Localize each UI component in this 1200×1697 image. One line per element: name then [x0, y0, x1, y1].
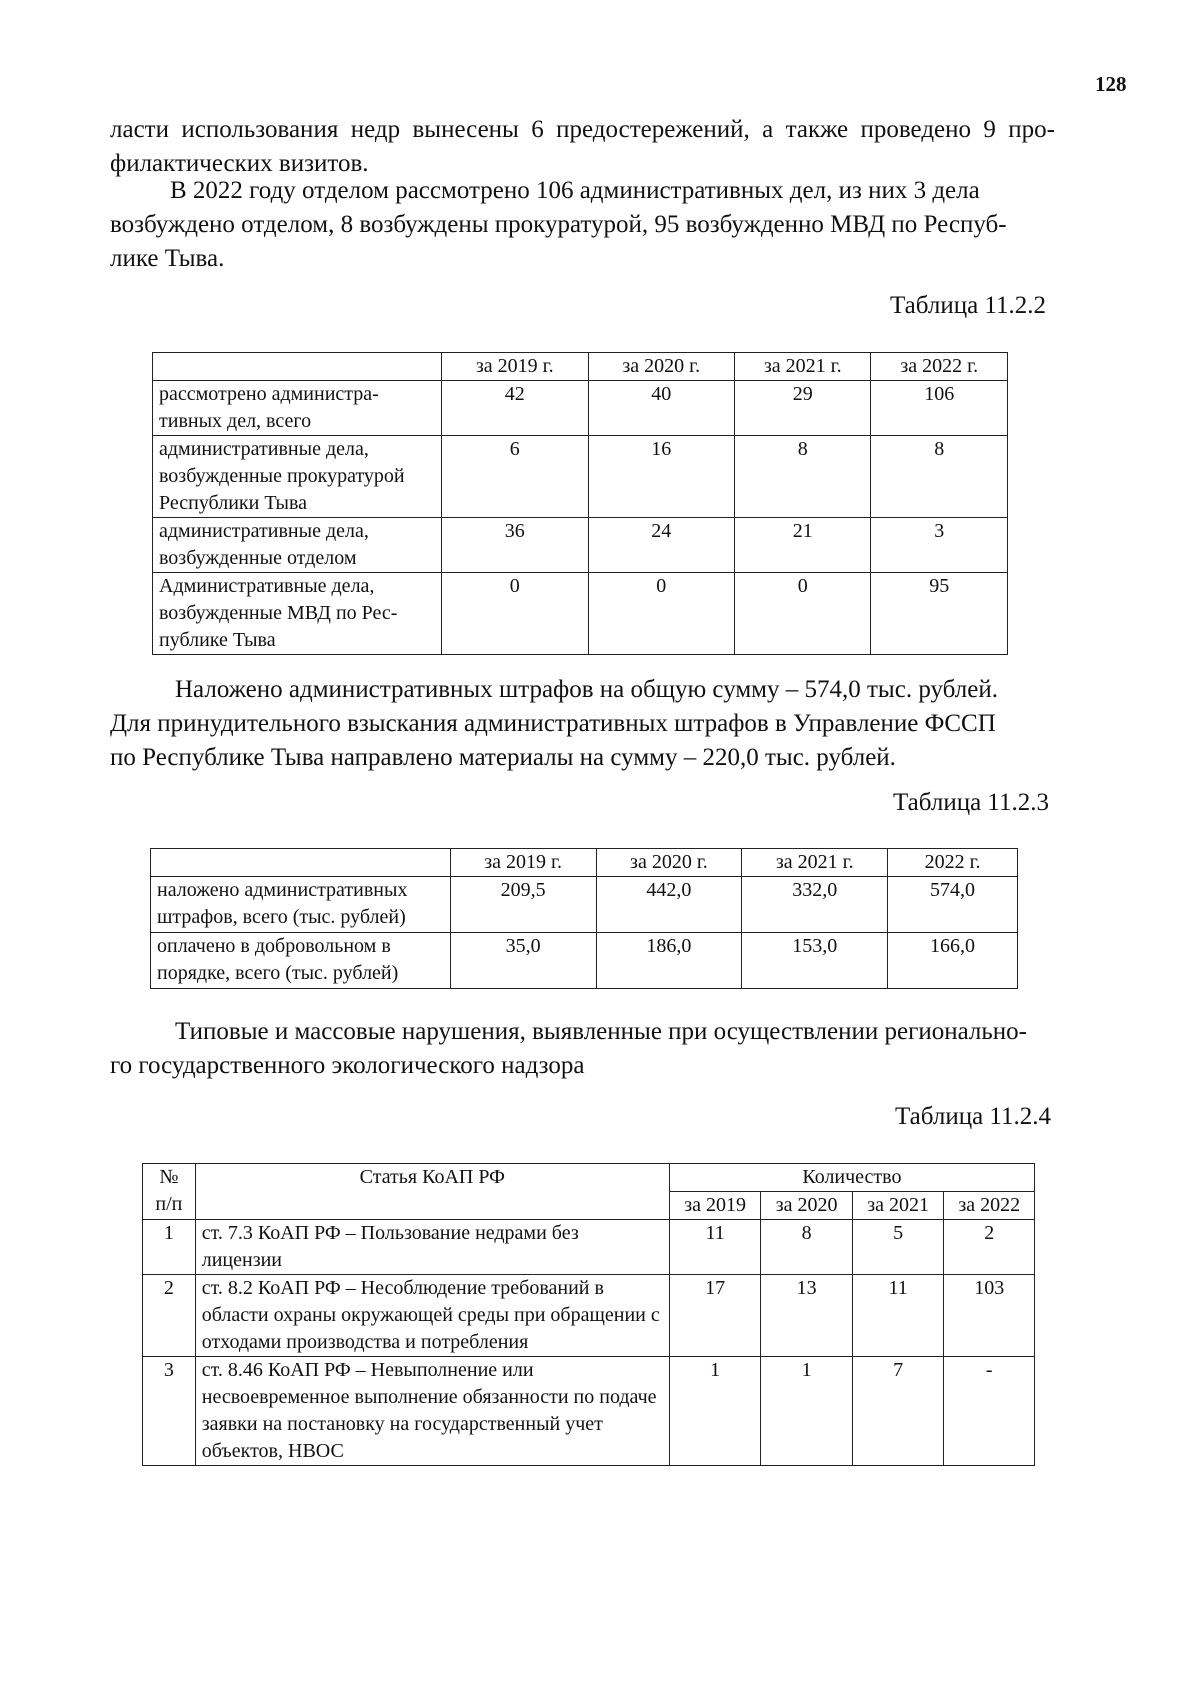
row-article: ст. 8.46 КоАП РФ – Невыполнение или несвоевременное выполнение обязанности по подаче заявки на постановку на государственный учет объектов, НВОС [195, 1357, 669, 1466]
table-row [153, 436, 1008, 518]
text-line: по Республике Тыва направлено материалы на сумму – 220,0 тыс. рублей. [110, 744, 896, 771]
table-row [143, 1275, 1035, 1357]
value-cell: 209,5 [450, 877, 596, 933]
header-cell: за 2020 г. [588, 353, 735, 381]
page-number: 128 [1095, 72, 1127, 96]
header-cell-number: № п/п [143, 1164, 196, 1220]
value-cell: 8 [871, 436, 1008, 518]
text-line: Для принудительного взыскания административных штрафов в Управление ФССП [110, 710, 996, 737]
value-cell: 2 [944, 1220, 1035, 1275]
header-cell: за 2019 г. [450, 849, 596, 877]
table-row [151, 933, 1018, 989]
value-cell: 8 [735, 436, 871, 518]
value-cell: 11 [852, 1275, 944, 1357]
row-label: административные дела, возбужденные прокуратурой Республики Тыва [153, 436, 442, 518]
value-cell: 6 [442, 436, 589, 518]
table-caption-11-2-3: Таблица 11.2.3 [893, 789, 1049, 816]
table-11-2-2 [152, 352, 1008, 655]
value-cell: 40 [588, 381, 735, 436]
value-cell: 7 [852, 1357, 944, 1466]
value-cell: 574,0 [888, 877, 1018, 933]
row-article: ст. 7.3 КоАП РФ – Пользование недрами без лицензии [195, 1220, 669, 1275]
value-cell: 332,0 [742, 877, 888, 933]
value-cell: 35,0 [450, 933, 596, 989]
value-cell: 13 [761, 1275, 853, 1357]
value-cell: 0 [588, 573, 735, 655]
text-line: Типовые и массовые нарушения, выявленные при осуществлении регионально- [175, 1018, 1027, 1045]
paragraph-2 [110, 174, 1055, 276]
table-caption-11-2-4: Таблица 11.2.4 [895, 1103, 1051, 1130]
value-cell: 24 [588, 518, 735, 573]
header-cell-article: Статья КоАП РФ [195, 1164, 669, 1220]
text-line: возбуждено отделом, 8 возбуждены прокуратурой, 95 возбужденно МВД по Респуб- [110, 211, 1007, 238]
row-article: ст. 8.2 КоАП РФ – Несоблюдение требований в области охраны окружающей среды при обращении с отходами производства и потребления [195, 1275, 669, 1357]
header-cell [151, 849, 451, 877]
row-number: 3 [143, 1357, 196, 1466]
value-cell: 103 [944, 1275, 1035, 1357]
table-header-row [151, 849, 1018, 877]
header-cell: за 2021 г. [742, 849, 888, 877]
value-cell: 186,0 [596, 933, 742, 989]
value-cell: 1 [669, 1357, 761, 1466]
value-cell: 5 [852, 1220, 944, 1275]
value-cell: 3 [871, 518, 1008, 573]
value-cell: 17 [669, 1275, 761, 1357]
header-cell: за 2019 г. [442, 353, 589, 381]
table-row [153, 518, 1008, 573]
text-line: го государственного экологического надзора [110, 1052, 585, 1079]
table-row [143, 1357, 1035, 1466]
table-11-2-4 [142, 1163, 1035, 1466]
row-label: оплачено в добровольном в порядке, всего (тыс. рублей) [151, 933, 451, 989]
value-cell: 8 [761, 1220, 853, 1275]
text-line: филактических визитов. [110, 150, 369, 177]
table-row [153, 573, 1008, 655]
value-cell: 0 [735, 573, 871, 655]
value-cell: - [944, 1357, 1035, 1466]
value-cell: 1 [761, 1357, 853, 1466]
header-cell: за 2020 г. [596, 849, 742, 877]
table-row [143, 1220, 1035, 1275]
value-cell: 153,0 [742, 933, 888, 989]
value-cell: 21 [735, 518, 871, 573]
table-row [153, 381, 1008, 436]
text-line: ласти использования недр вынесены 6 предостережений, а также проведено 9 про- [110, 116, 1055, 143]
row-label: рассмотрено администра-тивных дел, всего [153, 381, 442, 436]
value-cell: 166,0 [888, 933, 1018, 989]
table-11-2-3 [150, 848, 1018, 989]
value-cell: 29 [735, 381, 871, 436]
text-line: В 2022 году отделом рассмотрено 106 административных дел, из них 3 дела [170, 177, 980, 204]
row-number: 1 [143, 1220, 196, 1275]
text-line: Наложено административных штрафов на общую сумму – 574,0 тыс. рублей. [175, 676, 998, 703]
header-cell-year: за 2019 [669, 1192, 761, 1220]
value-cell: 0 [442, 573, 589, 655]
row-label: наложено административных штрафов, всего (тыс. рублей) [151, 877, 451, 933]
value-cell: 16 [588, 436, 735, 518]
header-cell [153, 353, 442, 381]
header-cell-quantity: Количество [669, 1164, 1034, 1192]
header-cell-year: за 2020 [761, 1192, 853, 1220]
paragraph-3 [110, 673, 1055, 775]
row-label: административные дела, возбужденные отделом [153, 518, 442, 573]
table-header-row [143, 1164, 1035, 1192]
value-cell: 36 [442, 518, 589, 573]
paragraph-1 [110, 113, 1055, 181]
header-cell: за 2021 г. [735, 353, 871, 381]
row-number: 2 [143, 1275, 196, 1357]
header-cell-year: за 2022 [944, 1192, 1035, 1220]
table-caption-11-2-2: Таблица 11.2.2 [890, 292, 1046, 319]
header-cell: за 2022 г. [871, 353, 1008, 381]
text-line: лике Тыва. [110, 245, 225, 272]
value-cell: 11 [669, 1220, 761, 1275]
header-cell-year: за 2021 [852, 1192, 944, 1220]
value-cell: 42 [442, 381, 589, 436]
value-cell: 106 [871, 381, 1008, 436]
value-cell: 442,0 [596, 877, 742, 933]
header-cell: 2022 г. [888, 849, 1018, 877]
row-label: Административные дела, возбужденные МВД по Рес-публике Тыва [153, 573, 442, 655]
table-row [151, 877, 1018, 933]
table-header-row [153, 353, 1008, 381]
paragraph-4 [110, 1015, 1055, 1083]
value-cell: 95 [871, 573, 1008, 655]
